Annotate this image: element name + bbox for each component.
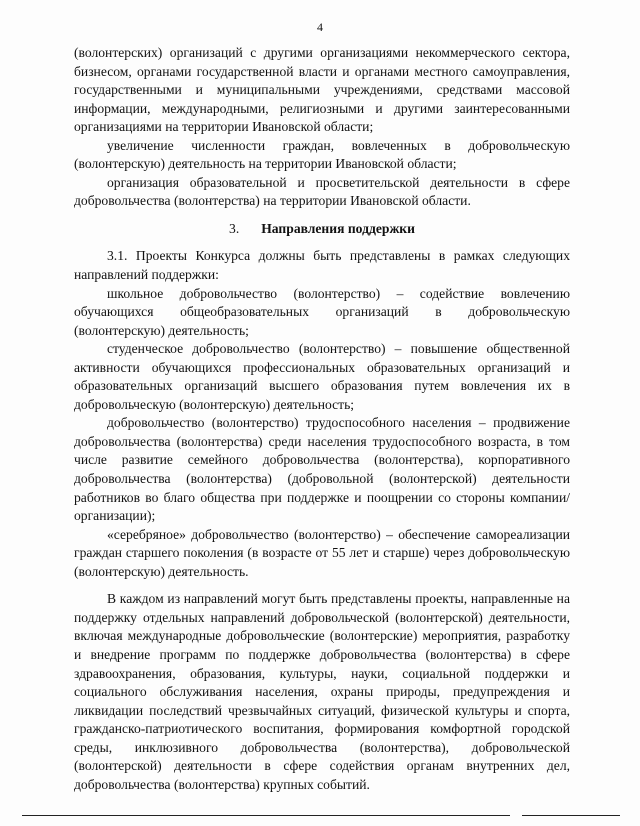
paragraph-educational-activities: организация образовательной и просветительской деятельности в сфере добровольчества (волонтерства) на территории Ивановской области. (74, 174, 570, 209)
paragraph-working-age-volunteering: добровольчество (волонтерство) трудоспособного населения – продвижение добровольчества (волонтерства) среди населения трудоспособного возраста, в том числе развитие семейного добровольчества (волонтерства), корпоративного добровольчества (волонтерства) (добровольной (волонтерской) деятельности работников во благо общества при поддержке и поощрении со стороны компании/организации); (74, 415, 570, 524)
spacer (74, 238, 570, 247)
paragraph-organizations-cooperation: (волонтерских) организаций с другими организациями некоммерческого сектора, бизнесом, органами государственной власти и органами местного самоуправления, государственными и муниципальными учреждениями, средствами массовой информации, международными, религиозными и другими заинтересованными организациями на территории Ивановской области; (74, 45, 570, 135)
paragraph-3-1-intro: 3.1. Проекты Конкурса должны быть представлены в рамках следующих направлений поддержки: (74, 248, 570, 283)
page-number: 4 (317, 20, 323, 34)
footer-rule (22, 815, 510, 816)
paragraph-silver-volunteering: «серебряное» добровольчество (волонтерство) – обеспечение самореализации граждан старшего поколения (в возрасте от 55 лет и старше) через добровольческую (волонтерскую) деятельность. (74, 526, 570, 579)
spacer (74, 581, 570, 590)
section-number: 3. (229, 220, 240, 236)
paragraph-increase-volunteers: увеличение численности граждан, вовлеченных в добровольческую (волонтерскую) деятельность на территории Ивановской области; (74, 137, 570, 172)
paragraph-student-volunteering: студенческое добровольчество (волонтерство) – повышение общественной активности обучающихся профессиональных образовательных организаций и образовательных организаций высшего образования путем вовлечения их в добровольческую (волонтерскую) деятельность; (74, 341, 570, 412)
document-body (74, 44, 570, 794)
section-title: Направления поддержки (261, 220, 415, 236)
paragraph-project-directions: В каждом из направлений могут быть представлены проекты, направленные на поддержку отдельных направлений добровольческой (волонтерской) деятельности, включая международные добровольческие (волонтерские) мероприятия, разработку и внедрение программ по поддержке добровольчества (волонтерства) в сфере здравоохранения, образования, культуры, науки, социальной поддержки и социального обслуживания населения, охраны природы, предупреждения и ликвидации последствий чрезвычайных ситуаций, физической культуры и спорта, гражданско-патриотического воспитания, формирования комфортной городской среды, инклюзивного добровольчества (волонтерства), добровольческой (волонтерской) деятельности в сфере содействия органам внутренних дел, добровольчества (волонтерства) крупных событий. (74, 591, 570, 792)
spacer (74, 211, 570, 220)
section-heading (74, 220, 570, 239)
paragraph-school-volunteering: школьное добровольчество (волонтерство) – содействие вовлечению обучающихся общеобразовательных организаций в добровольческую (волонтерскую) деятельность; (74, 285, 570, 338)
footer-rule-right (522, 815, 620, 816)
